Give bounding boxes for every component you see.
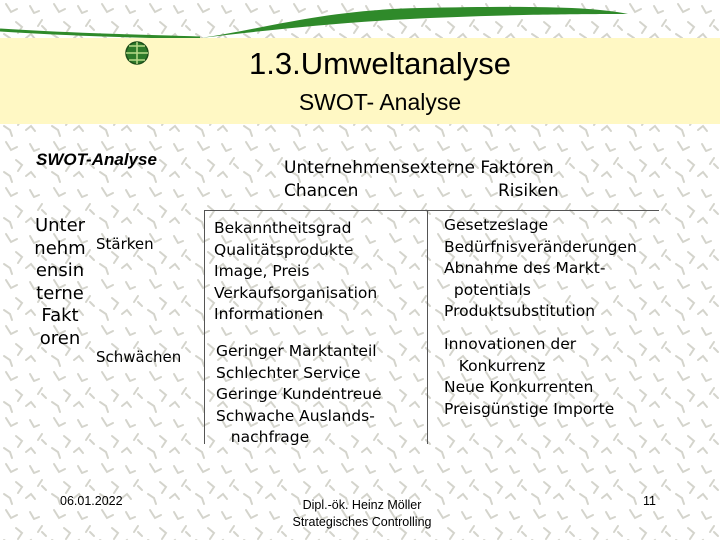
- schwaechen-risiken-cell: [444, 334, 614, 420]
- list-item: Informationen: [214, 305, 324, 324]
- list-item: Konkurrenz: [444, 356, 546, 375]
- list-item: Geringer Marktanteil: [216, 342, 377, 360]
- slide-title: 1.3.Umweltanalyse: [249, 46, 511, 81]
- internal-label-line: Fakt: [41, 305, 79, 326]
- list-item: potentials: [444, 280, 531, 299]
- list-item: nachfrage: [216, 428, 310, 447]
- internal-label-line: nehm: [34, 237, 86, 259]
- staerken-chancen-cell: [214, 218, 377, 326]
- list-item: Innovationen der: [444, 335, 577, 353]
- list-item: Schlechter Service: [216, 363, 361, 382]
- internal-label-line: Unter: [34, 215, 86, 236]
- list-item: Bekanntheitsgrad: [214, 219, 352, 237]
- footer-author-dept: Strategisches Controlling: [292, 515, 432, 529]
- staerken-row-label: Stärken: [96, 235, 154, 253]
- internal-factors-label: [30, 215, 90, 350]
- table-corner-label: SWOT-Analyse: [36, 150, 157, 169]
- staerken-risiken-cell: [444, 215, 637, 323]
- internal-label-line: terne: [36, 282, 84, 304]
- footer-author-name: Dipl.-ök. Heinz Möller: [302, 498, 422, 512]
- list-item: Geringe Kundentreue: [216, 385, 382, 404]
- chancen-header: Chancen: [284, 181, 359, 201]
- globe-icon: [124, 40, 150, 66]
- list-item: Neue Konkurrenten: [444, 378, 594, 397]
- footer-author: [262, 497, 462, 531]
- footer-date: 06.01.2022: [60, 494, 123, 508]
- list-item: Abnahme des Markt-: [444, 259, 606, 278]
- list-item: Bedürfnisveränderungen: [444, 237, 637, 256]
- schwaechen-row-label: Schwächen: [96, 348, 182, 366]
- table-horizontal-divider: [204, 210, 659, 211]
- slide-subtitle: SWOT- Analyse: [298, 89, 462, 115]
- table-vertical-divider-left: [204, 210, 205, 444]
- table-vertical-divider-right: [427, 210, 428, 444]
- schwaechen-chancen-cell: [216, 341, 382, 449]
- list-item: Preisgünstige Importe: [444, 399, 615, 418]
- footer-page-number: 11: [643, 494, 656, 508]
- list-item: Image, Preis: [214, 262, 310, 281]
- list-item: Gesetzeslage: [444, 216, 549, 234]
- external-factors-header: Unternehmensexterne Faktoren: [284, 158, 554, 178]
- internal-label-line: ensin: [35, 260, 85, 281]
- list-item: Schwache Auslands-: [216, 406, 375, 425]
- list-item: Qualitätsprodukte: [214, 240, 354, 259]
- risiken-header: Risiken: [498, 181, 559, 201]
- list-item: Verkaufsorganisation: [214, 283, 378, 302]
- internal-label-line: oren: [39, 327, 81, 349]
- list-item: Produktsubstitution: [444, 302, 596, 321]
